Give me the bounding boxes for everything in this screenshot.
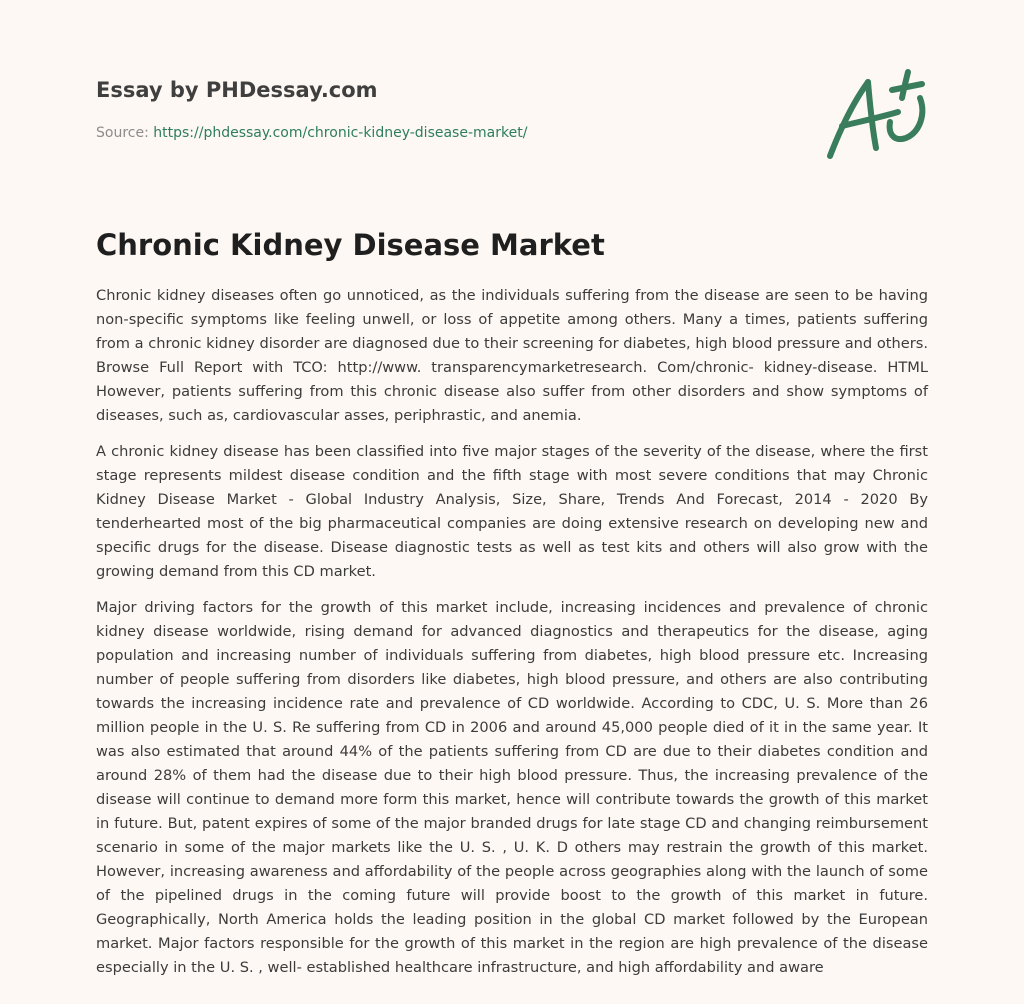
paragraph-3: Major driving factors for the growth of this market include, increasing incidences and prevalence of chronic kidney disease worldwide, rising demand for advanced diagnostics and therapeutics for the disease, aging population and increasing number of individuals suffering from diabetes, high blood pressure etc. Increasing number of people suffering from disorders like diabetes, high blood pressure, and others are also contributing towards the increasing incidence rate and prevalence of CD worldwide. According to CDC, U. S. More than 26 million people in the U. S. Re suffering from CD in 2006 and around 45,000 people died of it in the same year. It was also estimated that around 44% of the patients suffering from CD are due to their diabetes condition and around 28% of them had the disease due to their high blood pressure. Thus, the increasing prevalence of the disease will continue to demand more form this market, hence will contribute towards the growth of this market in future. But, patent expires of some of the major branded drugs for late stage CD and changing reimbursement scenario in some of the major markets like the U. S. , U. K. D others may restrain the growth of this market. However, increasing awareness and affordability of the people across geographies along with the launch of some of the pipelined drugs in the coming future will provide boost to the growth of this market in future. Geographically, North America holds the leading position in the global CD market followed by the European market. Major factors responsible for the growth of this market in the region are high prevalence of the disease especially in the U. S. , well- established healthcare infrastructure, and high affordability and aware	[96, 599, 928, 976]
source-label: Source:	[96, 125, 154, 141]
a-plus-grade-icon	[822, 68, 932, 164]
source-link[interactable]: https://phdessay.com/chronic-kidney-disease-market/	[153, 125, 528, 141]
source-line	[96, 124, 796, 142]
brand-name: Essay by PHDessay.com	[96, 78, 378, 102]
essay-body	[96, 284, 928, 992]
paragraph-2: A chronic kidney disease has been classified into five major stages of the severity of the disease, where the first stage represents mildest disease condition and the fifth stage with most severe conditions that may Chronic Kidney Disease Market - Global Industry Analysis, Size, Share, Trends And Forecast, 2014 - 2020 By tenderhearted most of the big pharmaceutical companies are doing extensive research on developing new and specific drugs for the disease. Disease diagnostic tests as well as test kits and others will also grow with the growing demand from this CD market.	[96, 443, 928, 580]
essay-header	[96, 76, 796, 142]
paragraph-1: Chronic kidney diseases often go unnoticed, as the individuals suffering from the disease are seen to be having non-specific symptoms like feeling unwell, or loss of appetite among others. Many a times, patients suffering from a chronic kidney disorder are diagnosed due to their screening for diabetes, high blood pressure and others. Browse Full Report with TCO: http://www. transparencymarketresearch. Com/chronic- kidney-disease. HTML However, patients suffering from this chronic disease also suffer from other disorders and show symptoms of diseases, such as, cardiovascular asses, periphrastic, and anemia.	[96, 287, 928, 424]
essay-title: Chronic Kidney Disease Market	[96, 228, 605, 262]
